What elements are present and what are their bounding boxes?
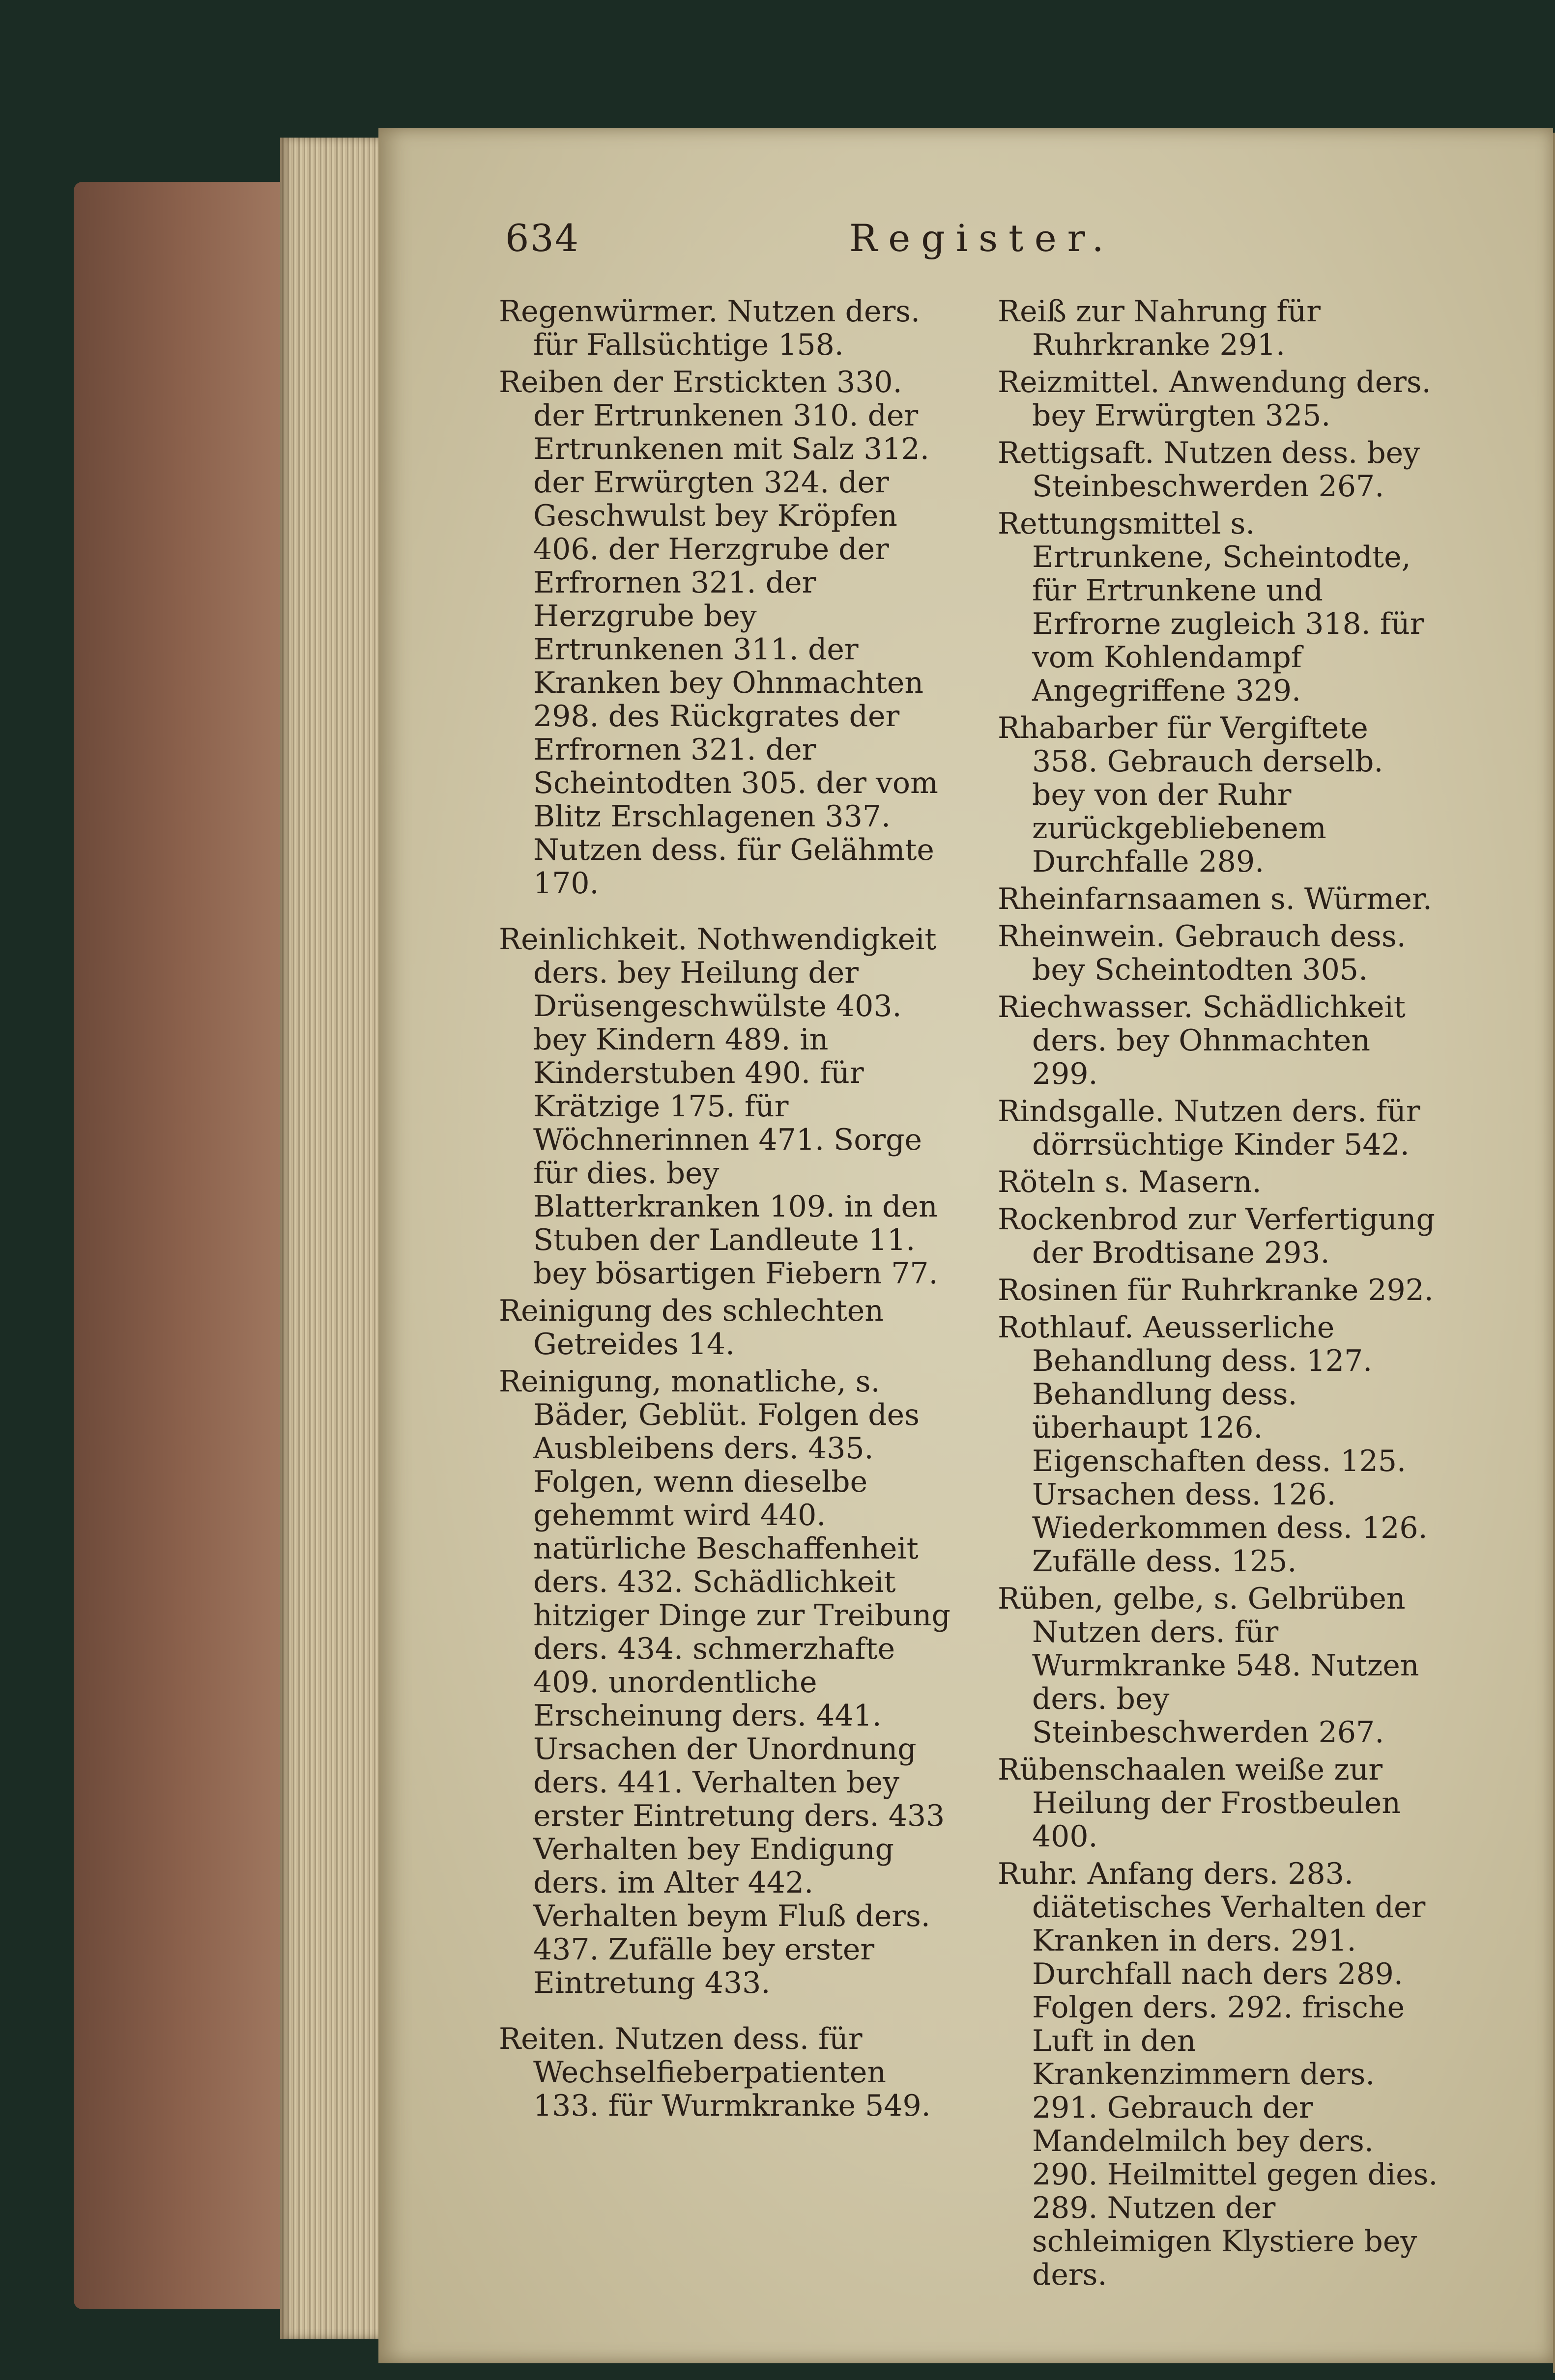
facing-page-edge	[1553, 133, 1555, 2373]
index-entry: Rindsgalle. Nutzen ders. für dörrsüchtige Kinder 542.	[998, 1094, 1420, 1162]
index-entry: Reinigung des schlechten Getreides 14.	[499, 1294, 884, 1361]
index-entry: Riechwasser. Schädlichkeit ders. bey Ohnmachten 299.	[998, 990, 1406, 1091]
running-title: Register.	[849, 216, 1115, 260]
index-entry: Rettungsmittel s. Ertrunkene, Scheintodte, für Ertrunkene und Erfrorne zugleich 318. für vom Kohlendampf Angegriffene 329.	[998, 507, 1424, 708]
index-entry: Röteln s. Masern.	[998, 1165, 1262, 1199]
page-number: 634	[505, 216, 580, 260]
index-entry: Rothlauf. Aeusserliche Behandlung dess. 127. Behandlung dess. überhaupt 126. Eigenschaften dess. 125. Ursachen dess. 126. Wiederkommen dess. 126. Zufälle dess. 125.	[998, 1310, 1428, 1579]
index-entry: Rosinen für Ruhrkranke 292.	[998, 1273, 1434, 1307]
index-entry: Reinigung, monatliche, s. Bäder, Geblüt. Folgen des Ausbleibens ders. 435. Folgen, wenn dieselbe gehemmt wird 440. natürliche Beschaffenheit ders. 432. Schädlichkeit hitziger Dinge zur Treibung ders. 434. schmerzhafte 409. unordentliche Erscheinung ders. 441. Ursachen der Unordnung ders. 441. Verhalten bey erster Eintretung ders. 433 Verhalten bey Endigung ders. im Alter 442. Verhalten beym Fluß ders. 437. Zufälle bey erster Eintretung 433.	[499, 1364, 950, 2000]
index-entry: Reiß zur Nahrung für Ruhrkranke 291.	[998, 294, 1321, 362]
index-entry: Rockenbrod zur Verfertigung der Brodtisane 293.	[998, 1202, 1435, 1270]
index-entry: Rettigsaft. Nutzen dess. bey Steinbeschwerden 267.	[998, 436, 1420, 504]
page-header	[505, 216, 1144, 270]
index-entry: Reizmittel. Anwendung ders. bey Erwürgten 325.	[998, 365, 1431, 433]
index-entry: Rübenschaalen weiße zur Heilung der Frostbeulen 400.	[998, 1753, 1401, 1854]
index-entry: Regenwürmer. Nutzen ders. für Fallsüchtige 158.	[499, 294, 921, 362]
index-entry: Reinlichkeit. Nothwendigkeit ders. bey Heilung der Drüsengeschwülste 403. bey Kindern 489. in Kinderstuben 490. für Krätzige 175. für Wöchnerinnen 471. Sorge für dies. bey Blatterkranken 109. in den Stuben der Landleute 11. bey bösartigen Fiebern 77.	[499, 922, 938, 1291]
index-entry: Rüben, gelbe, s. Gelbrüben Nutzen ders. für Wurmkranke 548. Nutzen ders. bey Steinbeschwerden 267.	[998, 1582, 1419, 1750]
left-column	[499, 295, 951, 2126]
right-column	[998, 295, 1440, 2295]
index-entry: Reiten. Nutzen dess. für Wechselfieberpatienten 133. für Wurmkranke 549.	[499, 2022, 931, 2123]
index-entry: Rheinfarnsaamen s. Würmer.	[998, 882, 1432, 916]
index-entry: Rhabarber für Vergiftete 358. Gebrauch derselb. bey von der Ruhr zurückgebliebenem Durchfalle 289.	[998, 711, 1383, 879]
index-entry: Reiben der Erstickten 330. der Ertrunkenen 310. der Ertrunkenen mit Salz 312. der Erwürgten 324. der Geschwulst bey Kröpfen 406. der Herzgrube der Erfrornen 321. der Herzgrube bey Ertrunkenen 311. der Kranken bey Ohnmachten 298. des Rückgrates der Erfrornen 321. der Scheintodten 305. der vom Blitz Erschlagenen 337. Nutzen dess. für Gelähmte 170.	[499, 365, 938, 901]
index-entry: Rheinwein. Gebrauch dess. bey Scheintodten 305.	[998, 919, 1406, 987]
index-entry: Ruhr. Anfang ders. 283. diätetisches Verhalten der Kranken in ders. 291. Durchfall nach ders 289. Folgen ders. 292. frische Luft in den Krankenzimmern ders. 291. Gebrauch der Mandelmilch bey ders. 290. Heilmittel gegen dies. 289. Nutzen der schleimigen Klystiere bey ders.	[998, 1857, 1438, 2292]
